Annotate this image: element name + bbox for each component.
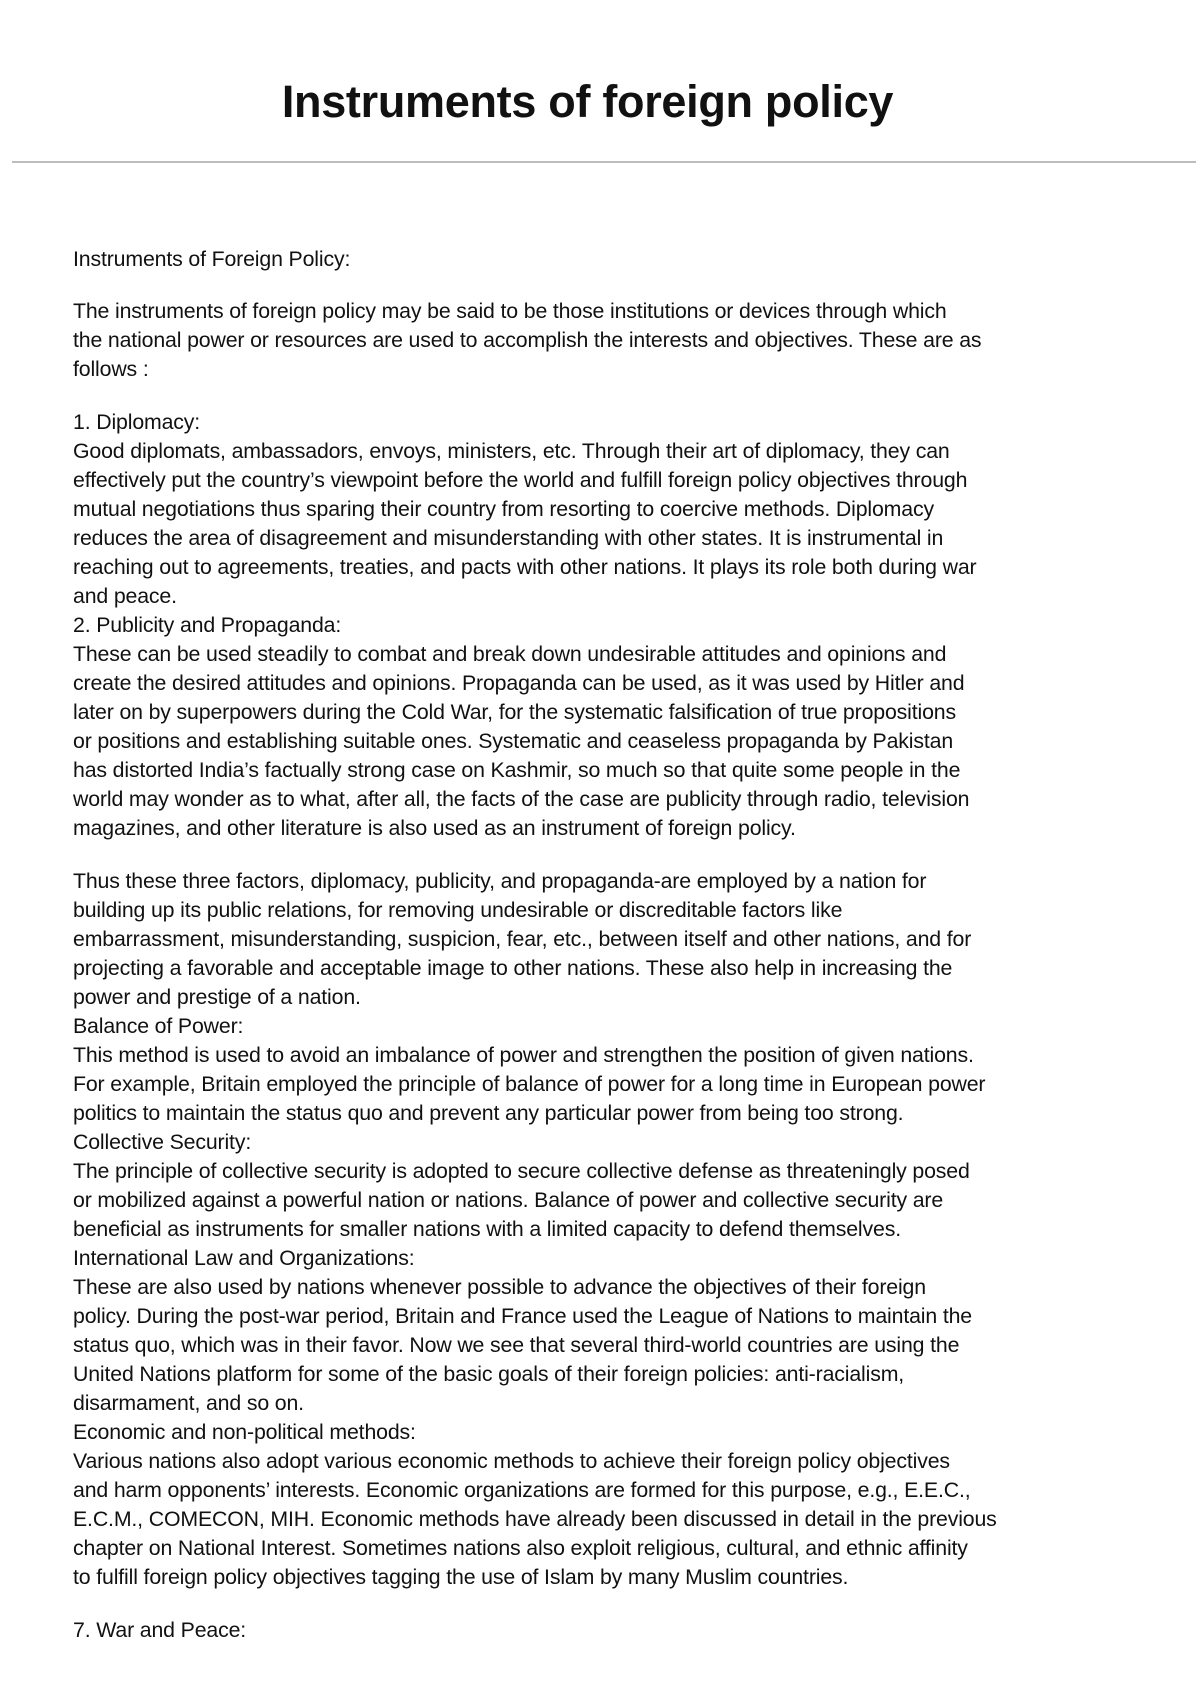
text-line: and harm opponents’ interests. Economic organizations are formed for this purpose, e.g., E.E.C., bbox=[73, 1478, 971, 1502]
text-line: The principle of collective security is adopted to secure collective defense as threateningly posed bbox=[73, 1159, 970, 1183]
section-heading-war-and-peace: 7. War and Peace: bbox=[73, 1618, 247, 1642]
section-heading-balance-of-power: Balance of Power: bbox=[73, 1014, 244, 1038]
text-line: create the desired attitudes and opinions. Propaganda can be used, as it was used by Hitler and bbox=[73, 671, 965, 695]
text-line: chapter on National Interest. Sometimes nations also exploit religious, cultural, and ethnic affinity bbox=[73, 1536, 968, 1560]
section-heading-international-law: International Law and Organizations: bbox=[73, 1246, 415, 1270]
text-line: status quo, which was in their favor. Now we see that several third-world countries are using the bbox=[73, 1333, 960, 1357]
text-line: mutual negotiations thus sparing their country from resorting to coercive methods. Diplomacy bbox=[73, 497, 934, 521]
text-line: or positions and establishing suitable ones. Systematic and ceaseless propaganda by Pakistan bbox=[73, 729, 954, 753]
text-line: to fulfill foreign policy objectives tagging the use of Islam by many Muslim countries. bbox=[73, 1565, 849, 1589]
text-line: follows : bbox=[73, 357, 149, 381]
text-line: world may wonder as to what, after all, the facts of the case are publicity through radio, television bbox=[73, 787, 970, 811]
text-line: beneficial as instruments for smaller nations with a limited capacity to defend themselves. bbox=[73, 1217, 901, 1241]
text-line: Good diplomats, ambassadors, envoys, ministers, etc. Through their art of diplomacy, they can bbox=[73, 439, 950, 463]
text-line: or mobilized against a powerful nation or nations. Balance of power and collective security are bbox=[73, 1188, 944, 1212]
text-line: projecting a favorable and acceptable image to other nations. These also help in increasing the bbox=[73, 956, 953, 980]
text-line: magazines, and other literature is also used as an instrument of foreign policy. bbox=[73, 816, 796, 840]
text-line: policy. During the post-war period, Britain and France used the League of Nations to maintain the bbox=[73, 1304, 972, 1328]
text-line: the national power or resources are used to accomplish the interests and objectives. These are as bbox=[73, 328, 982, 352]
text-line: politics to maintain the status quo and prevent any particular power from being too strong. bbox=[73, 1101, 904, 1125]
section-heading-intro: Instruments of Foreign Policy: bbox=[73, 247, 351, 271]
text-line: E.C.M., COMECON, MIH. Economic methods have already been discussed in detail in the previous bbox=[73, 1507, 997, 1531]
document-body bbox=[73, 245, 1143, 1645]
text-line: This method is used to avoid an imbalance of power and strengthen the position of given nations. bbox=[73, 1043, 974, 1067]
spacer bbox=[73, 274, 1143, 297]
text-line: Various nations also adopt various economic methods to achieve their foreign policy objectives bbox=[73, 1449, 950, 1473]
text-line: reaching out to agreements, treaties, and pacts with other nations. It plays its role both during war bbox=[73, 555, 977, 579]
section-heading-collective-security: Collective Security: bbox=[73, 1130, 252, 1154]
text-line: later on by superpowers during the Cold War, for the systematic falsification of true propositions bbox=[73, 700, 956, 724]
text-line: power and prestige of a nation. bbox=[73, 985, 361, 1009]
section-heading-publicity: 2. Publicity and Propaganda: bbox=[73, 613, 342, 637]
text-line: The instruments of foreign policy may be said to be those institutions or devices through which bbox=[73, 299, 947, 323]
text-line: disarmament, and so on. bbox=[73, 1391, 304, 1415]
section-heading-diplomacy: 1. Diplomacy: bbox=[73, 410, 201, 434]
spacer bbox=[73, 843, 1143, 867]
spacer bbox=[73, 384, 1143, 408]
text-line: has distorted India’s factually strong case on Kashmir, so much so that quite some people in the bbox=[73, 758, 961, 782]
section-heading-economic-methods: Economic and non-political methods: bbox=[73, 1420, 416, 1444]
text-line: Thus these three factors, diplomacy, publicity, and propaganda-are employed by a nation for bbox=[73, 869, 927, 893]
text-line: United Nations platform for some of the basic goals of their foreign policies: anti-racialism, bbox=[73, 1362, 905, 1386]
text-line: embarrassment, misunderstanding, suspicion, fear, etc., between itself and other nations, and for bbox=[73, 927, 972, 951]
text-line: effectively put the country’s viewpoint before the world and fulfill foreign policy objectives through bbox=[73, 468, 968, 492]
text-line: and peace. bbox=[73, 584, 177, 608]
title-divider bbox=[12, 161, 1196, 163]
text-line: reduces the area of disagreement and misunderstanding with other states. It is instrumental in bbox=[73, 526, 944, 550]
text-line: These can be used steadily to combat and break down undesirable attitudes and opinions and bbox=[73, 642, 947, 666]
text-line: building up its public relations, for removing undesirable or discreditable factors like bbox=[73, 898, 843, 922]
spacer bbox=[73, 1592, 1143, 1616]
text-line: For example, Britain employed the principle of balance of power for a long time in European power bbox=[73, 1072, 986, 1096]
text-line: These are also used by nations whenever possible to advance the objectives of their foreign bbox=[73, 1275, 926, 1299]
page-title: Instruments of foreign policy bbox=[281, 76, 894, 127]
